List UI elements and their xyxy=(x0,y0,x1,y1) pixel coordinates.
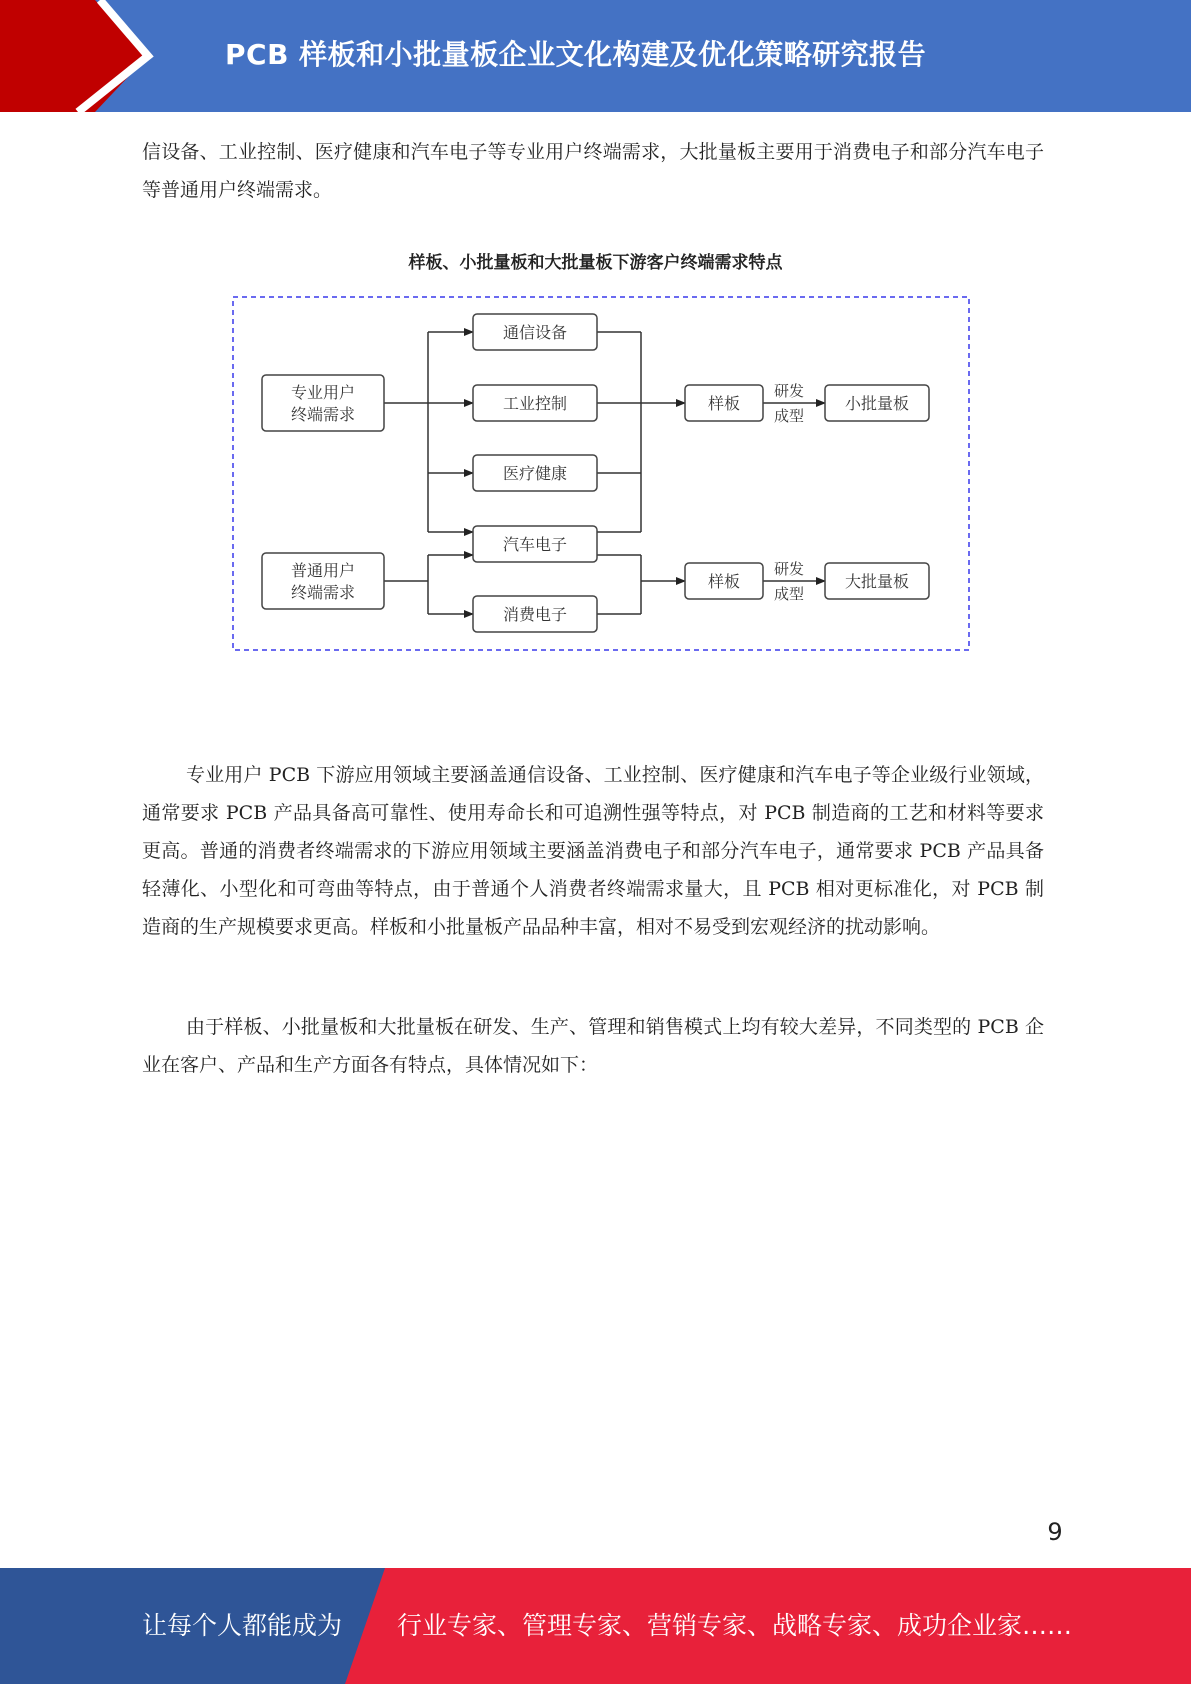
sample-label-1: 样板 xyxy=(707,394,741,413)
source-node-ordinary xyxy=(262,553,384,609)
demand-flow-diagram xyxy=(0,0,1191,680)
app-label-automotive: 汽车电子 xyxy=(502,535,568,554)
output-label-large-batch: 大批量板 xyxy=(844,572,910,591)
source-professional-line1: 专业用户 xyxy=(290,383,356,402)
source-professional-line2: 终端需求 xyxy=(290,405,356,424)
footer-slogan-left: 让每个人都能成为 xyxy=(142,1611,343,1640)
page-footer xyxy=(0,1568,1191,1684)
source-ordinary-line1: 普通用户 xyxy=(290,561,356,580)
process-label-1-line2: 成型 xyxy=(773,407,805,425)
app-node xyxy=(473,596,597,632)
figure-title: 样板、小批量板和大批量板下游客户终端需求特点 xyxy=(408,253,783,273)
app-label-medical: 医疗健康 xyxy=(502,464,568,483)
output-node-small-batch xyxy=(825,385,929,421)
report-title: PCB 样板和小批量板企业文化构建及优化策略研究报告 xyxy=(225,38,927,71)
output-node-large-batch xyxy=(825,563,929,599)
app-node xyxy=(473,314,597,350)
intro-paragraph: 信设备、工业控制、医疗健康和汽车电子等专业用户终端需求，大批量板主要用于消费电子和部分汽车电子等普通用户终端需求。 xyxy=(142,141,1044,201)
sample-node xyxy=(685,385,763,421)
body-paragraph-2: 由于样板、小批量板和大批量板在研发、生产、管理和销售模式上均有较大差异，不同类型的 PCB 企业在客户、产品和生产方面各有特点，具体情况如下： xyxy=(142,1016,1044,1076)
source-node-professional xyxy=(262,375,384,431)
process-label-1-line1: 研发 xyxy=(773,382,805,400)
app-node xyxy=(473,385,597,421)
app-node xyxy=(473,455,597,491)
process-label-2-line1: 研发 xyxy=(773,560,805,578)
sample-label-2: 样板 xyxy=(707,572,741,591)
body-paragraph-1: 专业用户 PCB 下游应用领域主要涵盖通信设备、工业控制、医疗健康和汽车电子等企业级行业领域，通常要求 PCB 产品具备高可靠性、使用寿命长和可追溯性强等特点，对 PCB 制造商的工艺和材料等要求更高。普通的消费者终端需求的下游应用领域主要涵盖消费电子和部分汽车电子，通常要求 PCB 产品具备轻薄化、小型化和可弯曲等特点，由于普通个人消费者终端需求量大，且 PCB 相对更标准化，对 PCB 制造商的生产规模要求更高。样板和小批量板产品品种丰富，相对不易受到宏观经济的扰动影响。 xyxy=(142,764,1044,938)
output-label-small-batch: 小批量板 xyxy=(844,394,910,413)
sample-node xyxy=(685,563,763,599)
app-label-telecom: 通信设备 xyxy=(502,323,568,342)
source-ordinary-line2: 终端需求 xyxy=(290,583,356,602)
app-label-consumer: 消费电子 xyxy=(502,605,568,624)
footer-slogan-right: 行业专家、管理专家、营销专家、战略专家、成功企业家…… xyxy=(397,1611,1073,1640)
app-label-industrial: 工业控制 xyxy=(502,394,568,413)
app-node xyxy=(473,526,597,562)
process-label-2-line2: 成型 xyxy=(773,585,805,603)
page-number: 9 xyxy=(1047,1518,1063,1546)
